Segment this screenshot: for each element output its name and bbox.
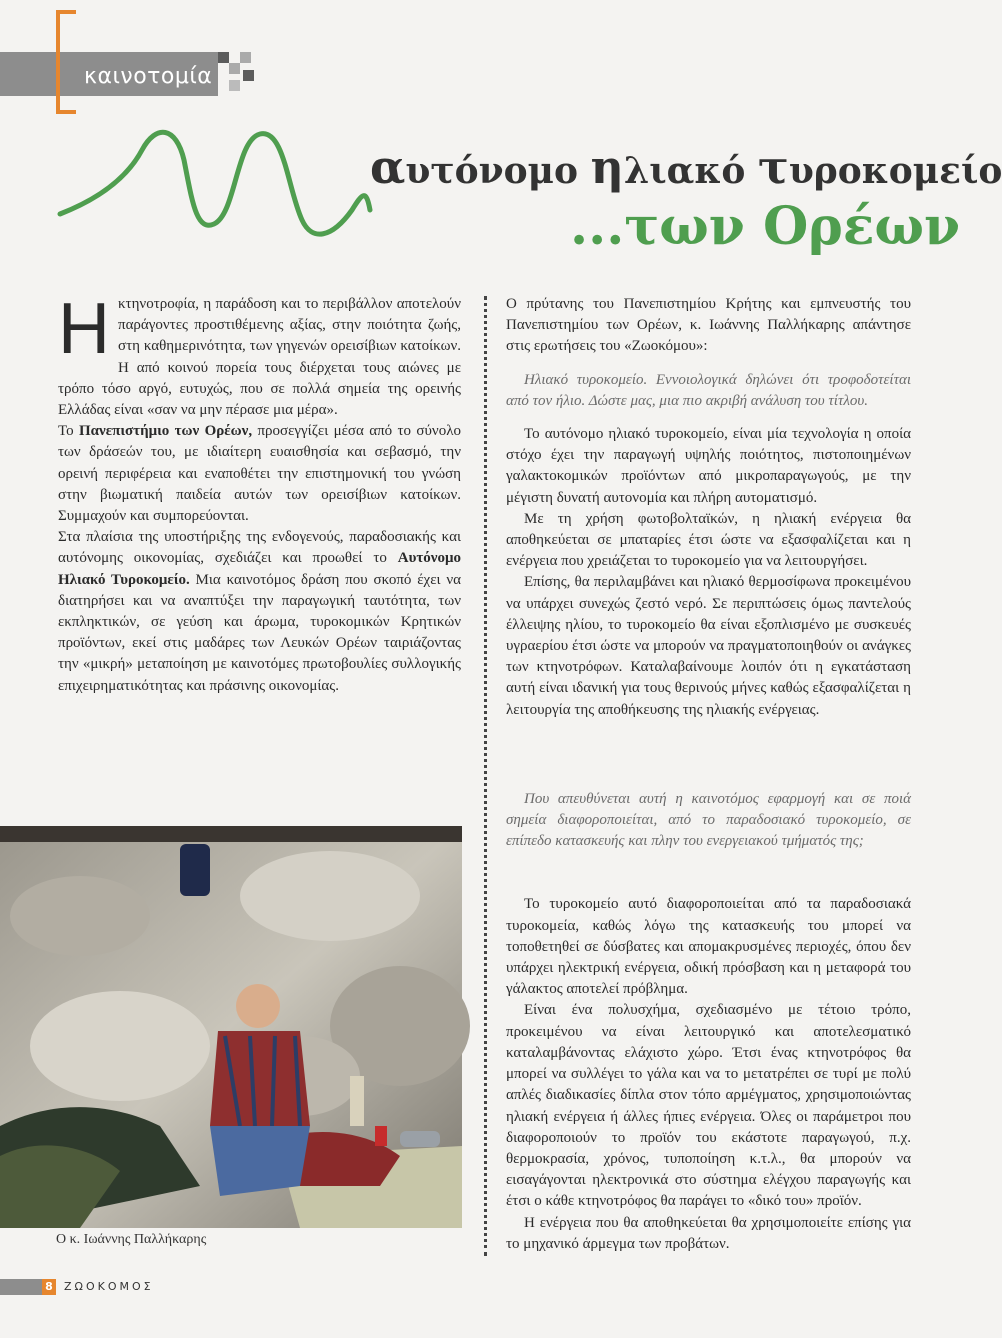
photo-pallikaris-in-cave (0, 826, 462, 1228)
spacer (506, 721, 911, 789)
pixel-decoration (218, 52, 229, 63)
interview-question: Ηλιακό τυροκομείο. Εννοιολογικά δηλώνει ότι τροφοδοτείται από τον ήλιο. Δώστε μας, μια πιο ακριβή ανάλυση του τίτλου. (506, 371, 911, 409)
interview-answer: Με τη χρήση φωτοβολταϊκών, η ηλιακή ενέργεια θα αποθηκεύεται σε μπαταρίες έτσι ώστε να εξασφαλίζεται και η ενέργεια που χρειάζεται το τυροκομείο για να λειτουργήσει. (506, 510, 911, 570)
pixel-decoration (243, 70, 254, 81)
magazine-name: ΖΩΟΚΟΜΟΣ (64, 1280, 154, 1293)
interview-answer: Το τυροκομείο αυτό διαφοροποιείται από τα παραδοσιακά τυροκομεία, καθώς λόγω της κατασκευής του μπορεί να τοποθετηθεί σε δύσβατες και απομακρυσμένες περιοχές, όπου δεν υπάρχει ηλεκτρική ενέργεια, οδική πρόσβαση και η μεταφορά του γάλακτος αποτελεί πρόβλημα. (506, 896, 911, 998)
paragraph-text: Το (58, 423, 79, 440)
footer-bar (0, 1279, 42, 1295)
paragraph-text: προσεγγίζει μέσα από το σύνολο των δράσεών του, με ιδιαίτερη ευαισθησία και σεβασμό, την ορεινή περιφέρεια και εναποθέτει την επιστημονική του γνώση στην βιωματική παιδεία αυτών των ορεισίβιων κατοίκων. Συμμαχούν και συμπορεύονται. (58, 423, 461, 525)
wave-ornament (56, 120, 396, 250)
article-title-line2: ...των Ορέων (570, 196, 961, 257)
title-word: υτόνομο (405, 150, 591, 192)
spacer (506, 852, 911, 894)
paragraph-text: Μια καινοτόμος δράση που σκοπό έχει να διατηρήσει και να αναπτύξει την παραγωγική ταυτότητα, των εκπληκτικών, σε γεύση και άρωμα, τυροκομικών Κρητικών προϊόντων, εκεί στις μαδάρες των Λευκών Ορέων ταιριάζοντας την «μικρή» μεταποίηση με καινοτόμες πρωτοβουλίες συλλογικής επιχειρηματικότητας και πράσινης οικονομίας. (58, 571, 461, 694)
spacer (506, 358, 911, 370)
interview-answer: Το αυτόνομο ηλιακό τυροκομείο, είναι μία τεχνολογία η οποία στόχο έχει την παραγωγή υψηλής ποιότητος, πιστοποιημένων γαλακτοκομικών προϊόντων από μικροπαραγωγούς, με την μέγιστη δυνατή αυτονομία και πλήρη αυτοματισμό. (506, 426, 911, 506)
title-initial: η (590, 140, 624, 194)
paragraph-intro (58, 289, 461, 421)
right-column (506, 294, 911, 1255)
bold-text: Αυτόνομο Ηλιακό Τυροκομείο. (58, 550, 461, 588)
pixel-decoration (229, 80, 240, 91)
page-number: 8 (42, 1279, 56, 1295)
paragraph (58, 527, 461, 697)
pixel-decoration (229, 63, 240, 74)
interview-answer: Είναι ένα πολυσχήμα, σχεδιασμένο με τέτοιο τρόπο, προκειμένου να είναι λειτουργικό και αποτελεσματικό καταλαμβάνοντας ελάχιστο χώρο. Έτσι ένας κτηνοτρόφος θα μπορεί να συλλέγει το γάλα και να το μετατρέπει σε τυρί με πολύ απλές διαδικασίες δίπλα στον τόπο αρμέγματος, χρησιμοποιώντας ηλιακή ενέργεια ή άλλες ήπιες ενέργεια. Όλες οι παράμετροι που διαφοροποιούν το προϊόν του εκάστοτε παραγωγού, π.χ. θερμοκρασία, χρόνος, τυποποίηση κ.τ.λ., θα μπορούν να εισαγάγονται ηλεκτρονικά στο σύστημα ελέγχου παραγωγής και έτσι ο κάθε κτηνοτρόφος θα παράγει το «δικό του» προϊόν. (506, 1002, 911, 1210)
spacer (506, 412, 911, 424)
title-initial: α (370, 140, 406, 194)
photo-caption: Ο κ. Ιωάννης Παλλήκαρης (56, 1232, 207, 1247)
title-initial: τ (757, 140, 789, 194)
section-bracket (56, 10, 76, 114)
section-label: καινοτομία (84, 64, 213, 89)
paragraph-text: Στα πλαίσια της υποστήριξης της ενδογενούς, παραδοσιακής και αυτόνομης οικονομίας, σχεδιάζει και προωθεί το (58, 529, 461, 567)
drop-cap: Η (58, 289, 110, 369)
interview-question: Που απευθύνεται αυτή η καινοτόμος εφαρμογή και σε ποιά σημεία διαφοροποιείται, από το παραδοσιακό τυροκομείο, σε επίπεδο κατασκευής και πλην του ενεργειακού τμήματός της; (506, 790, 911, 850)
title-word: υροκομείο (788, 150, 1002, 192)
column-divider (484, 296, 487, 1256)
interview-intro: Ο πρύτανης του Πανεπιστημίου Κρήτης και εμπνευστής του Πανεπιστημίου των Ορέων, κ. Ιωάννης Παλλήκαρης απάντησε στις ερωτήσεις του «Ζωοκόμου»: (506, 296, 911, 355)
paragraph-text: κτηνοτροφία, η παράδοση και το περιβάλλον αποτελούν παράγοντες προστιθέμενης αξίας, στην ποιότητα ζωής, στη καθημερινότητα, των γηγενών ορεισίβιων κατοίκων. Η από κοινού πορεία τους διέρχεται τους αιώνες με τρόπο τόσο αργό, ευτυχώς, που σε πολλά σημεία της ορεινής Ελλάδας είναι «σαν να μην πέρασε μια μέρα». (58, 296, 461, 419)
interview-answer: Επίσης, θα περιλαμβάνει και ηλιακό θερμοσίφωνα προκειμένου να υπάρχει συνεχώς ζεστό νερό. Σε περιπτώσεις όμως παντελούς έλλειψης ηλίου, το τυροκομείο θα είναι εξοπλισμένο με συσκευές υγραερίου έτσι ώστε να μπορούν να πραγματοποιηθούν οι ανάγκες των κτηνοτρόφων. Καταλαβαίνουμε λοιπόν ότι η εγκατάσταση αυτή είναι ιδανική για τους θερινούς μήνες καθώς εξασφαλίζεται η λειτουργία της αποθήκευσης της ηλιακής ενέργειας. (506, 574, 911, 718)
pixel-decoration (240, 52, 251, 63)
interview-answer: Η ενέργεια που θα αποθηκεύεται θα χρησιμοποιείτε επίσης για το μηχανικό άρμεγμα των προβάτων. (506, 1214, 911, 1252)
title-word: λιακό (623, 150, 758, 192)
left-column (58, 289, 461, 697)
article-title-line1 (370, 140, 1002, 194)
bold-text: Πανεπιστήμιο των Ορέων, (79, 423, 253, 440)
paragraph (58, 421, 461, 527)
